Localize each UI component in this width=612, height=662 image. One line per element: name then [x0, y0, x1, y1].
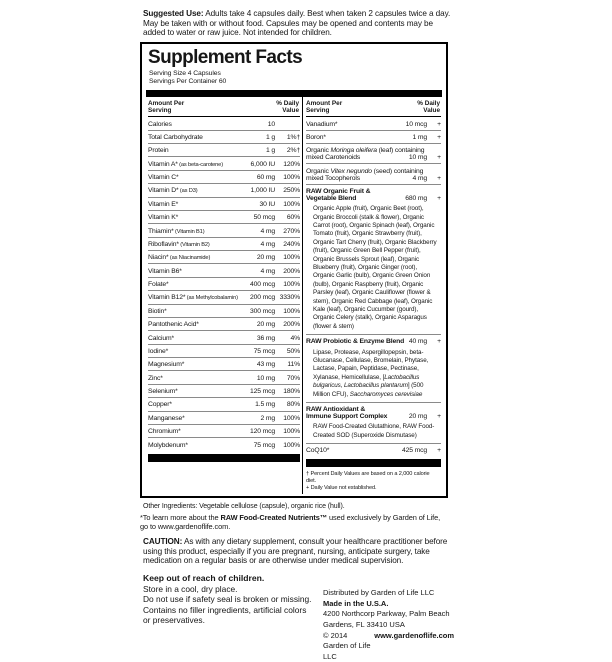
nutrient-amount: 125 mcg	[249, 388, 275, 396]
left-end-bar	[148, 454, 300, 462]
nutrient-name: Calories	[148, 120, 172, 128]
copyright-website-line	[323, 631, 454, 662]
nutrient-name: Manganese*	[148, 414, 185, 422]
nutrient-daily-value: 50%	[286, 347, 300, 355]
nutrient-amount: 6,000 IU	[250, 160, 275, 168]
left-column-header	[148, 97, 300, 118]
nutrient-daily-value: 200%	[283, 321, 300, 329]
trademark-note-text: *To learn more about the RAW Food-Created Nutrients™ used exclusively by Garden of Life, go to www.gardenoflife.com.	[140, 513, 441, 532]
right-column	[303, 97, 443, 495]
nutrient-note: (as beta-carotene)	[177, 161, 223, 168]
nutrient-row	[148, 117, 300, 130]
nutrient-amount: 4 mg	[260, 267, 275, 275]
nutrient-amount: 40 mg	[408, 338, 427, 346]
nutrient-row	[148, 425, 300, 438]
blend-ingredient-list: RAW Food-Created Glutathione, RAW Food-Created SOD (Superoxide Dismutase)	[306, 422, 441, 444]
supplement-facts-panel	[140, 42, 448, 498]
nutrient-name-line1: Organic Vitex negundo (seed) containing	[306, 167, 424, 175]
nutrient-row	[148, 264, 300, 277]
nutrient-daily-value: 100%	[283, 281, 300, 289]
panel-title: Supplement Facts	[148, 47, 303, 69]
nutrient-row	[148, 278, 300, 291]
nutrient-daily-value: +	[437, 413, 441, 421]
nutrient-name: Chromium*	[148, 428, 181, 436]
nutrient-amount: 4 mg	[260, 227, 275, 235]
nutrient-amount: 1,000 IU	[250, 187, 275, 195]
nutrient-row	[306, 131, 441, 144]
nutrient-name: Vitamin A* (as beta-carotene)	[148, 160, 223, 168]
nutrient-name: Pantothenic Acid*	[148, 321, 199, 329]
facts-columns	[145, 97, 443, 495]
distributor-block	[313, 584, 454, 662]
nutrient-amount: 2 mg	[260, 414, 275, 422]
nutrient-daily-value: 270%	[283, 227, 300, 235]
nutrient-name: Vitamin B6*	[148, 267, 182, 275]
nutrient-daily-value: 100%	[283, 307, 300, 315]
footnote-line: + Daily Value not established.	[306, 485, 377, 492]
nutrient-daily-value: 80%	[286, 401, 300, 409]
nutrient-amount: 20 mg	[256, 321, 275, 329]
nutrient-row	[306, 185, 441, 204]
nutrient-name: Thiamin* (Vitamin B1)	[148, 227, 205, 235]
nutrient-daily-value: 200%	[283, 267, 300, 275]
nutrient-row	[306, 335, 441, 347]
nutrient-amount: 10 mcg	[405, 120, 427, 128]
nutrient-name-line2	[306, 195, 441, 202]
nutrient-name: Immune Support Complex	[306, 413, 388, 421]
nutrient-row	[148, 184, 300, 197]
nutrient-note: (as Methylcobalamin)	[185, 295, 238, 302]
nutrient-row	[148, 358, 300, 371]
nutrient-daily-value: +	[437, 447, 441, 455]
nutrient-daily-value: +	[437, 120, 441, 128]
nutrient-daily-value: 100%	[283, 174, 300, 182]
nutrient-row	[306, 444, 441, 456]
bottom-blocks	[143, 584, 454, 662]
nutrient-amount: 10 mg	[256, 374, 275, 382]
nutrient-amount: 10	[267, 120, 275, 128]
nutrient-note: (Vitamin B1)	[173, 228, 205, 235]
nutrient-name: Biotin*	[148, 307, 167, 315]
servings-per-container: Servings Per Container 60	[149, 78, 227, 86]
nutrient-row	[306, 144, 441, 164]
address-line: 4200 Northcorp Parkway, Palm Beach Gardens, FL 33410 USA	[323, 609, 450, 630]
nutrient-amount: 680 mg	[405, 195, 427, 203]
nutrient-amount: 1 mg	[412, 133, 427, 141]
nutrient-name-line2	[306, 175, 441, 182]
nutrient-amount: 120 mcg	[249, 428, 275, 436]
nutrient-amount: 4 mg	[412, 174, 427, 182]
supplement-label	[140, 9, 454, 662]
nutrient-daily-value: 100%	[283, 254, 300, 262]
nutrient-daily-value: 240%	[283, 240, 300, 248]
left-column-rows	[148, 117, 300, 450]
nutrient-row	[148, 385, 300, 398]
nutrient-name: Vegetable Blend	[306, 195, 357, 203]
left-column	[145, 97, 303, 495]
nutrient-name: CoQ10*	[306, 447, 330, 455]
nutrient-row	[148, 398, 300, 411]
nutrient-name: Vitamin K*	[148, 214, 179, 222]
daily-value-header: % Daily Value	[276, 99, 299, 114]
nutrient-name: Calcium*	[148, 334, 174, 342]
nutrient-amount: 36 mg	[256, 334, 275, 342]
daily-value-header: % Daily Value	[417, 99, 440, 114]
nutrient-row	[148, 331, 300, 344]
nutrient-note: (Vitamin B2)	[178, 241, 210, 248]
nutrient-row	[306, 164, 441, 184]
nutrient-amount: 20 mg	[256, 254, 275, 262]
nutrient-daily-value: +	[437, 338, 441, 346]
nutrient-note: (as D3)	[178, 188, 198, 195]
storage-line: Store in a cool, dry place.	[143, 584, 238, 595]
nutrient-daily-value: +	[437, 154, 441, 162]
nutrient-daily-value: +	[437, 174, 441, 182]
suggested-use-text: Suggested Use: Adults take 4 capsules daily. Best when taken 2 capsules twice a day. May be taken with or without food. Capsules may be opened and contents may be added to water or raw juice. Not intended for children.	[143, 9, 451, 38]
nutrient-row	[148, 144, 300, 157]
nutrient-row	[306, 403, 441, 422]
amount-per-serving-header: Amount Per Serving	[306, 99, 343, 114]
nutrient-row	[148, 198, 300, 211]
nutrient-amount: 60 mg	[256, 174, 275, 182]
nutrient-amount: 1 g	[266, 133, 275, 141]
nutrient-row	[148, 211, 300, 224]
nutrient-row	[148, 438, 300, 450]
nutrient-amount: 75 mcg	[253, 347, 275, 355]
nutrient-daily-value: 1%†	[286, 133, 300, 141]
nutrient-row	[148, 412, 300, 425]
nutrient-name: Zinc*	[148, 374, 163, 382]
nutrient-row	[148, 305, 300, 318]
nutrient-name: Boron*	[306, 133, 326, 141]
nutrient-name-line1: RAW Antioxidant &	[306, 406, 366, 414]
nutrient-name: Copper*	[148, 401, 172, 409]
nutrient-amount: 20 mg	[408, 413, 427, 421]
nutrient-daily-value: 100%	[283, 441, 300, 449]
nutrient-name: mixed Carotenoids	[306, 154, 361, 162]
nutrient-amount: 425 mcg	[401, 447, 427, 455]
nutrient-name: Vitamin E*	[148, 200, 179, 208]
nutrient-row	[148, 318, 300, 331]
nutrient-name-line2	[306, 413, 441, 420]
nutrient-name: Selenium*	[148, 388, 178, 396]
nutrient-name: Vitamin D* (as D3)	[148, 187, 198, 195]
nutrient-amount: 400 mcg	[249, 281, 275, 289]
nutrient-note: (as Niacinamide)	[168, 255, 211, 262]
nutrient-name: RAW Probiotic & Enzyme Blend	[306, 338, 405, 346]
nutrient-row	[148, 291, 300, 304]
nutrient-daily-value: 2%†	[286, 147, 300, 155]
nutrient-name: Vitamin B12* (as Methylcobalamin)	[148, 294, 238, 302]
copyright-text: © 2014 Garden of Life LLC	[323, 630, 371, 661]
nutrient-row	[148, 238, 300, 251]
nutrient-name: Magnesium*	[148, 361, 185, 369]
nutrient-daily-value: 120%	[283, 160, 300, 168]
nutrient-amount: 75 mcg	[253, 441, 275, 449]
nutrient-daily-value: 100%	[283, 428, 300, 436]
blend-ingredient-list: Lipase, Protease, Aspergillopepsin, beta-Glucanase, Cellulase, Bromelain, Phytase, Lactase, Papain, Peptidase, Pectinase, Xylanase, Hemicellulase, [Lactobacillus bulgaricus, Lactobacillus plantarum] (500 Million CFU), Saccharomyces cerevisiae	[306, 348, 441, 403]
nutrient-name: Niacin* (as Niacinamide)	[148, 254, 211, 262]
nutrient-daily-value: 250%	[283, 187, 300, 195]
right-end-bar	[306, 459, 441, 467]
nutrient-daily-value: +	[437, 133, 441, 141]
nutrient-daily-value: 60%	[286, 214, 300, 222]
nutrient-name: Total Carbohydrate	[148, 133, 203, 141]
nutrient-daily-value: 180%	[283, 388, 300, 396]
nutrient-daily-value: 3330%	[279, 294, 300, 302]
nutrient-daily-value: 11%	[287, 361, 300, 369]
nutrient-daily-value: 4%	[290, 334, 300, 342]
nutrient-row	[148, 131, 300, 144]
website-text: www.gardenoflife.com	[374, 630, 454, 640]
nutrient-name-line2	[306, 154, 441, 161]
nutrient-row	[148, 224, 300, 237]
storage-block	[143, 584, 313, 662]
right-column-rows	[306, 117, 441, 494]
nutrient-daily-value: 100%	[283, 200, 300, 208]
nutrient-row	[148, 157, 300, 170]
nutrient-amount: 30 IU	[259, 200, 275, 208]
nutrient-row	[306, 117, 441, 130]
daily-value-footnote	[306, 469, 441, 495]
blend-ingredient-list: Organic Apple (fruit), Organic Beet (root), Organic Broccoli (stalk & flower), Organic Carrot (root), Organic Spinach (leaf), Organic Tomato (fruit), Organic Strawberry (fruit), Organic Tart Cherry (fruit), Organic Blackberry (fruit), Organic Green Bell Pepper (fruit), Organic Brussels Sprout (leaf), Organic Blueberry (fruit), Organic Ginger (root), Organic Garlic (bulb), Organic Green Onion (bulb), Organic Raspberry (fruit), Organic Parsley (leaf), Organic Cauliflower (flower & stem), Organic Red Cabbage (leaf), Organic Kale (leaf), Organic Cucumber (gourd), Organic Celery (stalk), Organic Asparagus (flower & stem)	[306, 204, 441, 335]
nutrient-amount: 200 mcg	[249, 294, 275, 302]
nutrient-name: Molybdenum*	[148, 441, 188, 449]
other-ingredients-text: Other Ingredients: Vegetable cellulose (capsule), organic rice (hull).	[143, 503, 345, 511]
right-column-header	[306, 97, 441, 118]
distributor-line: Distributed by Garden of Life LLC Made in the U.S.A.	[323, 588, 435, 608]
nutrient-amount: 10 mg	[408, 154, 427, 162]
footnote-line: † Percent Daily Values are based on a 2,000 calorie diet.	[306, 470, 430, 484]
serving-size: Serving Size 4 Capsules	[149, 70, 221, 78]
nutrient-row	[148, 371, 300, 384]
header-divider-bar	[146, 90, 442, 97]
nutrient-name: Vanadium*	[306, 120, 338, 128]
nutrient-row	[148, 171, 300, 184]
nutrient-name: Iodine*	[148, 347, 169, 355]
amount-per-serving-header: Amount Per Serving	[148, 99, 185, 114]
nutrient-name: Riboflavin* (Vitamin B2)	[148, 240, 210, 248]
nutrient-name: Vitamin C*	[148, 174, 179, 182]
nutrient-name: Protein	[148, 147, 169, 155]
keep-out-of-reach-text: Keep out of reach of children.	[143, 573, 265, 584]
nutrient-amount: 300 mcg	[249, 307, 275, 315]
nutrient-amount: 4 mg	[260, 240, 275, 248]
nutrient-daily-value: 100%	[283, 414, 300, 422]
caution-text: CAUTION: As with any dietary supplement, consult your healthcare practitioner before using this product, especially if you are pregnant, nursing, anticipate surgery, take medication on a regular basis or are otherwise under medical supervision.	[143, 536, 448, 566]
nutrient-row	[148, 251, 300, 264]
nutrient-name-line1: RAW Organic Fruit &	[306, 188, 371, 196]
nutrient-name: mixed Tocopherols	[306, 174, 360, 182]
nutrient-name: Folate*	[148, 281, 169, 289]
nutrient-name-line1: Organic Moringa oleifera (leaf) containing	[306, 147, 425, 155]
nutrient-daily-value: +	[437, 195, 441, 203]
nutrient-row	[148, 345, 300, 358]
nutrient-amount: 1.5 mg	[255, 401, 275, 409]
nutrient-amount: 1 g	[266, 147, 275, 155]
nutrient-daily-value: 70%	[286, 374, 300, 382]
safety-seal-line: Do not use if safety seal is broken or missing. Contains no filler ingredients, artificial colors or preservatives.	[143, 594, 312, 625]
nutrient-amount: 50 mcg	[253, 214, 275, 222]
nutrient-amount: 43 mg	[256, 361, 275, 369]
